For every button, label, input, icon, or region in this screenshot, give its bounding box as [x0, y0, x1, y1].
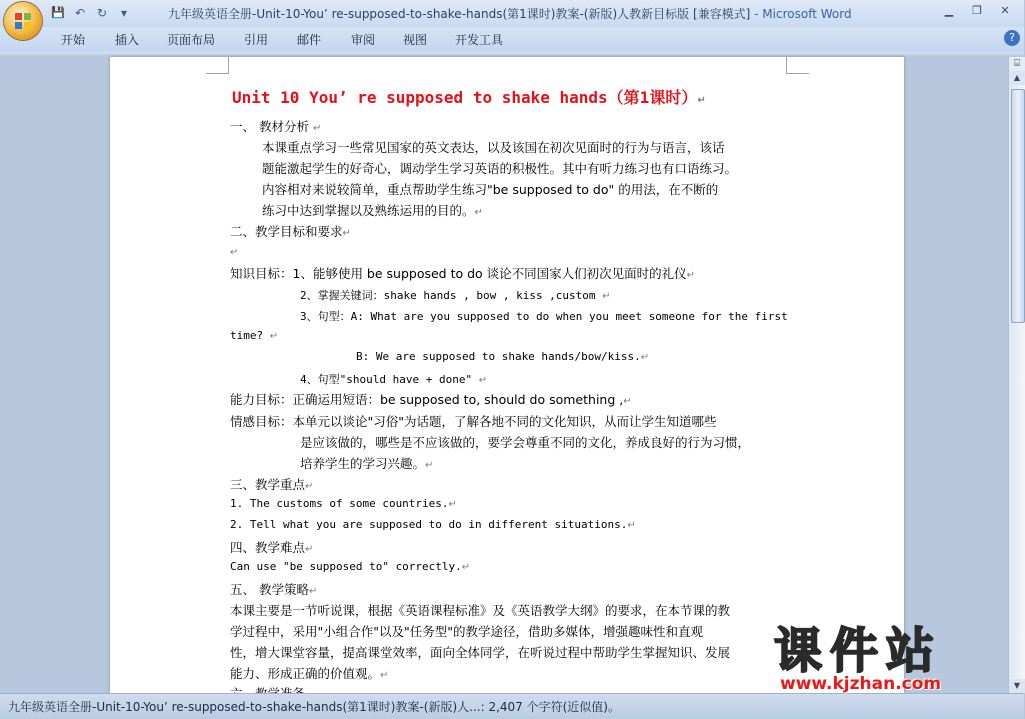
scroll-down-arrow-icon[interactable]: ▼ — [1009, 679, 1025, 693]
doc-line: 内容相对来说较简单，重点帮助学生练习"be supposed to do" 的用法，在不断的 — [262, 182, 719, 197]
watermark-logo — [760, 612, 1022, 716]
ribbon-divider — [0, 52, 1024, 56]
window-controls — [936, 2, 1018, 20]
doc-line: 2、掌握关键词：shake hands , bow , kiss ,custom ↵ — [300, 289, 611, 302]
watermark-url: www.kjzhan.com — [780, 674, 942, 694]
ruler-toggle-icon[interactable]: ⌸ — [1009, 57, 1025, 71]
save-icon[interactable]: 💾 — [51, 6, 65, 19]
tab-review[interactable]: 审阅 — [351, 33, 376, 47]
watermark-text: 课件站 — [774, 623, 943, 679]
tab-view[interactable]: 视图 — [403, 33, 428, 47]
minimize-button[interactable]: ▁ — [944, 4, 954, 17]
tab-mailings[interactable]: 邮件 — [297, 33, 322, 47]
doc-line: 本课主要是一节听说课，根据《英语课程标准》及《英语教学大纲》的要求，在本节课的教 — [230, 603, 731, 618]
doc-line: 3、句型：A: What are you supposed to do when you meet someone for the first — [300, 310, 788, 323]
doc-line: 情感目标：本单元以谈论"习俗"为话题，了解各地不同的文化知识，从而让学生知道哪些 — [230, 414, 717, 429]
vertical-scrollbar[interactable] — [1008, 57, 1025, 693]
office-logo-icon — [13, 11, 33, 31]
doc-line: 练习中达到掌握以及熟练运用的目的。↵ — [262, 203, 483, 218]
doc-line: 性，增大课堂容量，提高课堂效率，面向全体同学，在听说过程中帮助学生掌握知识、发展 — [230, 645, 731, 660]
doc-line: 一、 教材分析 ↵ — [230, 119, 322, 134]
redo-icon[interactable]: ↻ — [96, 6, 108, 20]
doc-line: 能力目标：正确运用短语：be supposed to, should do something ,↵ — [230, 392, 632, 407]
app-name: Microsoft Word — [762, 7, 852, 21]
doc-line: Can use "be supposed to" correctly.↵ — [230, 560, 471, 573]
close-button[interactable]: ✕ — [1000, 4, 1010, 17]
app-separator: - — [750, 7, 763, 21]
tab-developer[interactable]: 开发工具 — [455, 33, 504, 47]
doc-line: time? ↵ — [230, 329, 279, 342]
tab-references[interactable]: 引用 — [244, 33, 269, 47]
doc-line: B: We are supposed to shake hands/bow/kiss.↵ — [356, 350, 650, 363]
tab-insert[interactable]: 插入 — [115, 33, 140, 47]
doc-line: 能力、形成正确的价值观。↵ — [230, 666, 389, 681]
doc-line: 二、教学目标和要求↵ — [230, 224, 351, 239]
doc-line: 学过程中，采用"小组合作"以及"任务型"的教学途径，借助多媒体，增强趣味性和直观 — [230, 624, 703, 639]
doc-line: 五、 教学策略↵ — [230, 582, 318, 597]
margin-corner-right — [786, 57, 809, 74]
doc-line: 四、教学难点↵ — [230, 540, 314, 555]
tab-home[interactable]: 开始 — [61, 33, 86, 47]
quick-access-toolbar — [50, 4, 132, 22]
margin-corner-left — [206, 57, 229, 74]
doc-line: 是应该做的，哪些是不应该做的，要学会尊重不同的文化，养成良好的行为习惯， — [300, 435, 751, 450]
doc-line: 1. The customs of some countries.↵ — [230, 497, 457, 510]
doc-line: 4、句型"should have + done" ↵ — [300, 373, 488, 386]
doc-line: 本课重点学习一些常见国家的英文表达，以及该国在初次见面时的行为与语言，该话 — [262, 140, 725, 155]
document-heading: Unit 10 You’ re supposed to shake hands（第1课时）↵ — [232, 88, 706, 107]
customize-toolbar-icon[interactable]: ▾ — [120, 6, 128, 20]
window-title — [168, 5, 852, 22]
office-button[interactable] — [4, 2, 42, 40]
doc-line: 知识目标：1、能够使用 be supposed to do 谈论不同国家人们初次见面时的礼仪↵ — [230, 266, 696, 281]
doc-line: 培养学生的学习兴趣。↵ — [300, 456, 434, 471]
scroll-thumb[interactable] — [1011, 89, 1025, 323]
ribbon-tabs — [0, 27, 1024, 52]
document-page[interactable] — [110, 57, 904, 693]
doc-line: 题能激起学生的好奇心，调动学生学习英语的积极性。其中有听力练习也有口语练习。 — [262, 161, 738, 176]
doc-line: 2. Tell what you are supposed to do in different situations.↵ — [230, 518, 636, 531]
tab-page-layout[interactable]: 页面布局 — [167, 33, 216, 47]
title-bar — [0, 0, 1024, 27]
doc-line: ↵ — [230, 247, 239, 258]
help-icon[interactable]: ? — [1004, 30, 1020, 46]
scroll-up-arrow-icon[interactable]: ▲ — [1009, 71, 1025, 85]
doc-line: 三、教学重点↵ — [230, 477, 314, 492]
status-text: 九年级英语全册-Unit-10-You’ re-supposed-to-shake-hands(第1课时)教案-(新版)人...: 2,407 个字符(近似值)。 — [8, 700, 620, 714]
undo-icon[interactable]: ↶ — [74, 6, 86, 20]
document-name: 九年级英语全册-Unit-10-You’ re-supposed-to-shake-hands(第1课时)教案-(新版)人教新目标版 [兼容模式] — [168, 7, 751, 21]
maximize-button[interactable]: ❐ — [972, 4, 982, 17]
